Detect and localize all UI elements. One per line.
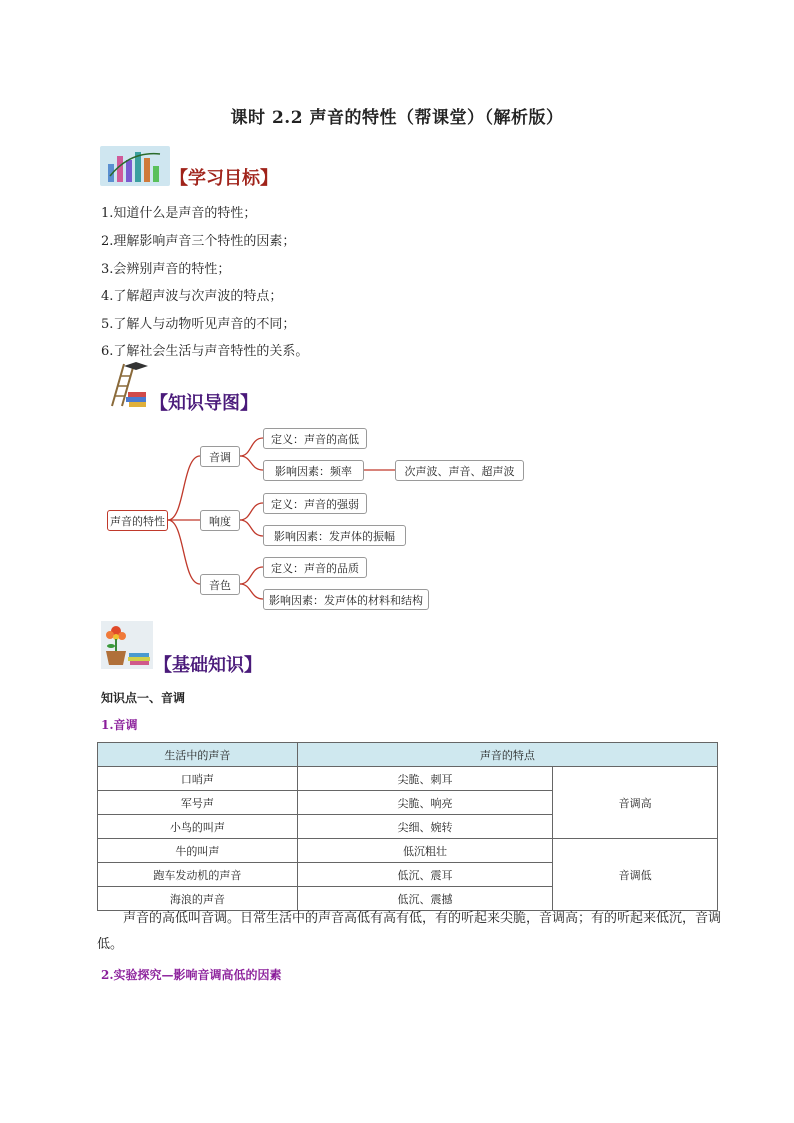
table-cell: 口哨声 xyxy=(98,767,298,791)
table-cell: 低沉、震耳 xyxy=(297,863,553,887)
mindmap-branch-timbre: 音色 xyxy=(200,574,240,595)
section-goals-title: 【学习目标】 xyxy=(170,168,278,189)
section-mindmap-title: 【知识导图】 xyxy=(150,393,258,414)
table-header-row xyxy=(98,743,718,767)
mindmap-leaf-extra: 次声波、声音、超声波 xyxy=(395,460,524,481)
table-group-cell: 音调低 xyxy=(553,839,718,911)
table-header: 生活中的声音 xyxy=(98,743,298,767)
goal-item: 3.会辨别声音的特性； xyxy=(101,262,231,277)
mindmap-leaf: 影响因素：发声体的材料和结构 xyxy=(263,589,429,610)
subheading-pitch: 1.音调 xyxy=(101,718,138,732)
pitch-paragraph: 声音的高低叫音调。日常生活中的声音高低有高有低，有的听起来尖脆，音调高；有的听起来低沉，音调低。 xyxy=(97,911,722,952)
table-header: 声音的特点 xyxy=(297,743,717,767)
table-row xyxy=(98,839,718,863)
goal-item: 2.理解影响声音三个特性的因素； xyxy=(101,234,296,249)
section-basics-title: 【基础知识】 xyxy=(154,655,262,676)
table-row xyxy=(98,767,718,791)
table-cell: 军号声 xyxy=(98,791,298,815)
table-cell: 小鸟的叫声 xyxy=(98,815,298,839)
table-cell: 牛的叫声 xyxy=(98,839,298,863)
mindmap-leaf: 定义：声音的品质 xyxy=(263,557,367,578)
table-cell: 海浪的声音 xyxy=(98,887,298,911)
table-cell: 尖脆、刺耳 xyxy=(297,767,553,791)
table-cell: 尖细、婉转 xyxy=(297,815,553,839)
page-title: 课时 2.2 声音的特性（帮课堂）（解析版） xyxy=(230,108,564,128)
table-cell: 跑车发动机的声音 xyxy=(98,863,298,887)
mindmap-leaf: 影响因素：频率 xyxy=(263,460,364,481)
mindmap-branch-pitch: 音调 xyxy=(200,446,240,467)
goal-item: 5.了解人与动物听见声音的不同； xyxy=(101,317,296,332)
knowledge-heading: 知识点一、音调 xyxy=(101,691,186,705)
mindmap-leaf: 影响因素：发声体的振幅 xyxy=(263,525,406,546)
table-cell: 低沉粗壮 xyxy=(297,839,553,863)
table-cell: 低沉、震撼 xyxy=(297,887,553,911)
table-group-cell: 音调高 xyxy=(553,767,718,839)
pitch-table xyxy=(97,742,718,911)
goal-item: 6.了解社会生活与声音特性的关系。 xyxy=(101,344,309,359)
flowerpot-icon xyxy=(101,621,153,669)
subheading-experiment: 2.实验探究—影响音调高低的因素 xyxy=(101,968,282,982)
mindmap-branch-loudness: 响度 xyxy=(200,510,240,531)
table-cell: 尖脆、响亮 xyxy=(297,791,553,815)
goal-item: 1.知道什么是声音的特性； xyxy=(101,206,257,221)
goal-item: 4.了解超声波与次声波的特点； xyxy=(101,289,283,304)
mindmap-root: 声音的特性 xyxy=(107,510,168,531)
mindmap-leaf: 定义：声音的高低 xyxy=(263,428,367,449)
mindmap-leaf: 定义：声音的强弱 xyxy=(263,493,367,514)
